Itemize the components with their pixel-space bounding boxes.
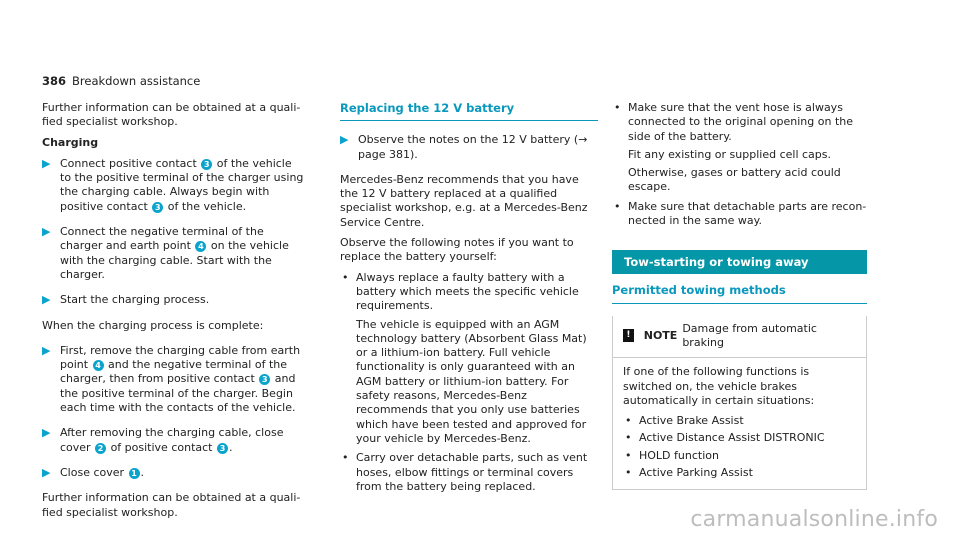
callout-number-badge: 3 [201,159,212,170]
bullet-dot-icon: • [342,270,349,284]
step-text: and the negative terminal of the charger, then from positive contact [60,358,288,386]
battery-heading: Replacing the 12 V battery [340,101,598,121]
step-text: of positive contact [107,440,216,454]
step-text: Connect the negative terminal of the charger and earth point [60,225,264,253]
arrow-right-icon: ▶ [42,225,51,239]
bullet-dot-icon: • [625,466,632,480]
bullet-dot-icon: • [625,431,632,445]
note-title-text: Damage from automatic braking [682,321,817,349]
note-header [613,316,866,359]
bullet-dot-icon: • [625,448,632,462]
observe-notes-paragraph: Observe the following notes if you want to replace the battery yourself: [340,236,574,264]
bullet-text: Make sure that the vent hose is always connected to the original opening on the side of the battery. [628,101,854,143]
step-text: . [140,465,145,479]
arrow-right-icon: ▶ [42,156,51,170]
step-text: First, remove the charging cable from earth point [60,343,301,372]
recommend-paragraph: Mercedes-Benz recommends that you have the 12 V battery replaced at a qualified specialist workshop, e.g. at a Mercedes-Benz Service Centre. [340,172,588,229]
arrow-right-icon: ▶ [42,343,51,357]
step-text: Connect positive contact [60,156,201,170]
step-text: on the vehicle with the charging cable. Start with the charger. [60,239,289,281]
step-item [42,293,304,307]
column-left [42,101,304,526]
note-body [613,358,866,489]
step-text: Start the charging process. [60,293,210,307]
callout-number-badge: 1 [129,468,140,479]
step-text: of the vehicle to the positive terminal of the charger using the charging cable. Always begin with positive contact [60,156,304,213]
arrow-right-icon: ▶ [42,465,51,479]
arrow-right-icon: ▶ [42,293,51,307]
bullet-item [340,271,598,447]
bullet-text: Otherwise, gases or battery acid could escape. [628,166,841,194]
step-text: After removing the charging cable, close cover [60,426,284,454]
observe-text: Observe the notes on the 12 V battery (→ page 381). [358,133,588,161]
charging-heading: Charging [42,135,99,149]
battery-bullets [340,271,598,494]
watermark: carmanualsonline.info [690,506,938,532]
when-complete-text: When the charging process is complete: [42,318,264,332]
charging-steps [42,157,304,308]
callout-number-badge: 3 [259,374,270,385]
note-item-text: Active Brake Assist [639,414,744,428]
callout-number-badge: 3 [152,202,163,213]
bullet-dot-icon: • [614,199,621,213]
note-list-item [623,414,856,428]
step-item [42,426,304,455]
observe-step [340,133,598,162]
bullet-text: Carry over detachable parts, such as vent hoses, elbow fittings or terminal covers from the battery being replaced. [356,451,588,493]
note-item-text: Active Parking Assist [639,466,753,480]
callout-number-badge: 4 [93,360,104,371]
note-list-item [623,431,856,445]
page-header [42,74,200,89]
step-text: of the vehicle. [164,199,247,213]
bullet-item [612,101,867,195]
callout-number-badge: 4 [195,241,206,252]
note-body-text: If one of the following functions is switched on, the vehicle brakes automatically in certain situations: [623,365,815,407]
note-list [623,414,856,480]
step-text: Close cover [60,465,128,479]
bullet-dot-icon: • [625,414,632,428]
note-list-item [623,449,856,463]
bullet-dot-icon: • [614,101,621,114]
note-item-text: Active Distance Assist DISTRONIC [639,431,825,445]
step-item [42,344,304,415]
bullet-item [612,200,867,229]
note-list-item [623,466,856,480]
section-title: Breakdown assistance [72,74,201,88]
callout-number-badge: 2 [95,443,106,454]
step-text: and the positive terminal of the charger. Begin each time with the contacts of the vehicle. [60,372,296,415]
towing-methods-heading: Permitted towing methods [612,283,867,303]
step-text: . [228,440,233,454]
bullet-text: Fit any existing or supplied cell caps. [628,147,832,161]
note-box [612,316,867,491]
bullet-text: Make sure that detachable parts are reconnected in the same way. [628,199,867,228]
column-right [612,101,867,490]
step-item [42,466,304,480]
vent-bullets [612,101,867,228]
step-item [42,157,304,214]
callout-number-badge: 3 [217,443,228,454]
note-title: NOTE [643,328,678,342]
page-number: 386 [42,74,67,88]
bullet-item [340,451,598,494]
towing-section-bar: Tow-starting or towing away [612,250,867,274]
column-middle [340,101,598,499]
arrow-right-icon: ▶ [340,133,349,147]
intro-paragraph: Further information can be obtained at a qualified specialist workshop. [42,101,301,129]
bullet-text: Always replace a faulty battery with a battery which meets the specific vehicle requirements. [356,270,579,313]
bullet-text: The vehicle is equipped with an AGM technology battery (Absorbent Glass Mat) or a lithium-ion battery. Full vehicle functionality is only guaranteed with an AGM battery or lithium-ion battery. For safety reasons, Mercedes-Benz recommends that you only use batteries which have been tested and approved for your vehicle by Mercedes-Benz. [356,317,587,445]
bullet-dot-icon: • [342,451,349,465]
completion-steps [42,344,304,480]
exclamation-icon: ! [623,329,634,342]
outro-paragraph: Further information can be obtained at a qualified specialist workshop. [42,491,301,519]
arrow-right-icon: ▶ [42,426,51,440]
step-item [42,225,304,282]
note-item-text: HOLD function [639,448,719,462]
